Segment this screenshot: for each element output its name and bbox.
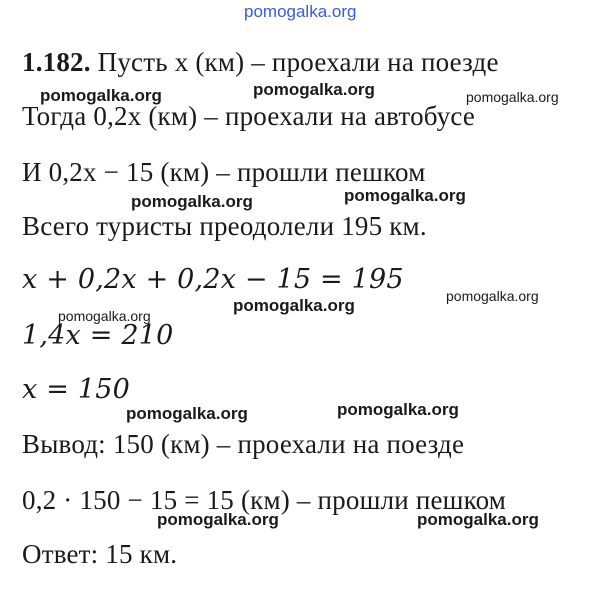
problem-number: 1.182. <box>22 47 91 77</box>
equation-line-1: x + 0,2x + 0,2x − 15 = 195 <box>22 264 404 295</box>
watermark: pomogalka.org <box>466 89 559 105</box>
solution-line-1: Тогда 0,2x (км) – проехали на автобусе <box>22 101 476 131</box>
watermark: pomogalka.org <box>344 186 466 205</box>
watermark: pomogalka.org <box>417 510 539 529</box>
watermark: pomogalka.org <box>131 192 253 211</box>
watermark: pomogalka.org <box>126 404 248 423</box>
watermark: pomogalka.org <box>40 86 162 105</box>
watermark: pomogalka.org <box>233 296 355 315</box>
solution-line-3: Всего туристы преодолели 195 км. <box>22 211 427 241</box>
problem-intro: Пусть x (км) – проехали на поезде <box>97 47 499 77</box>
watermark: pomogalka.org <box>253 80 375 99</box>
answer-line: Ответ: 15 км. <box>22 539 178 569</box>
watermark: pomogalka.org <box>58 308 151 324</box>
calculation-line: 0,2 · 150 − 15 = 15 (км) – прошли пешком <box>22 485 507 515</box>
watermark: pomogalka.org <box>157 510 279 529</box>
watermark: pomogalka.org <box>337 400 459 419</box>
problem-line <box>22 46 499 78</box>
equation-line-2: 1,4x = 210 <box>22 320 174 351</box>
watermark: pomogalka.org <box>446 288 539 304</box>
conclusion-line: Вывод: 150 (км) – проехали на поезде <box>22 429 465 459</box>
equation-line-3: x = 150 <box>22 374 130 405</box>
solution-line-2: И 0,2x − 15 (км) – прошли пешком <box>22 157 426 187</box>
header-watermark: pomogalka.org <box>244 2 357 21</box>
